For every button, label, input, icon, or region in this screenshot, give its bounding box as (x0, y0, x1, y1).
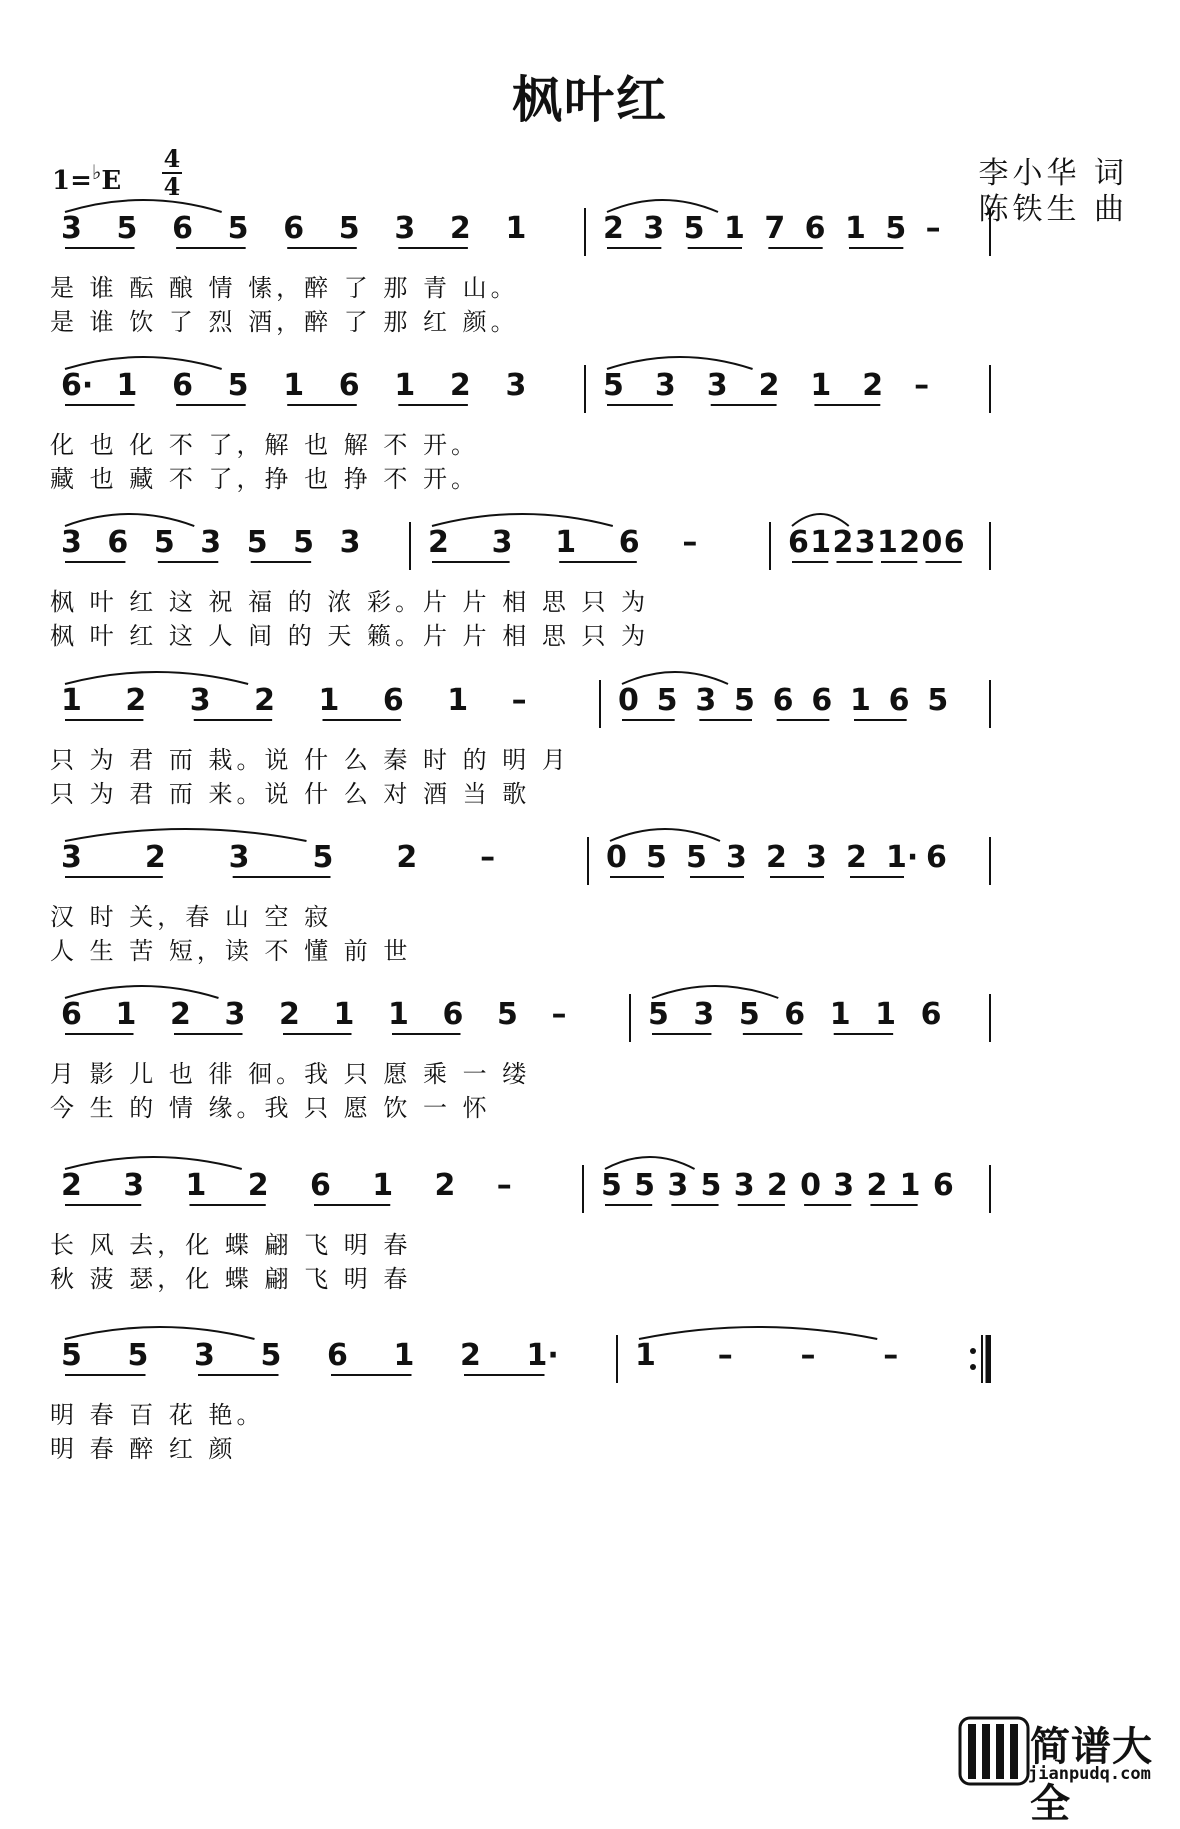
note: 1 (810, 525, 832, 560)
note: 6 (618, 525, 640, 560)
note: 6 (811, 683, 833, 718)
note: 3 (654, 368, 676, 403)
note: 2 (449, 368, 471, 403)
slur-arc (65, 1157, 242, 1169)
key-signature: 1=♭E (52, 160, 122, 196)
lyric-line: 月 影 儿 也 徘 徊。我 只 愿 乘 一 缕 (50, 1060, 531, 1088)
note: 3 (189, 683, 211, 718)
note: 1 (372, 1168, 394, 1203)
lyric-line: 明 春 醉 红 颜 (50, 1435, 237, 1463)
note: 3 (61, 211, 82, 246)
note: 2 (832, 525, 854, 560)
note: 1 (116, 368, 138, 403)
note: – (551, 997, 567, 1032)
note: 5 (656, 683, 678, 718)
note: 3 (194, 1338, 215, 1373)
lyric-line: 今 生 的 情 缘。我 只 愿 饮 一 怀 (50, 1094, 491, 1122)
note: 2 (766, 840, 787, 875)
note: 2 (766, 1168, 788, 1203)
note: 3 (733, 1168, 755, 1203)
note: 1 (283, 368, 305, 403)
lyricist-credit: 李小华 词 (978, 156, 1128, 191)
note: 2 (254, 683, 275, 718)
lyric-line: 是 谁 酝 酿 情 愫，醉 了 那 青 山。 (50, 274, 519, 302)
note: 6 (784, 997, 806, 1032)
note: 5 (127, 1338, 149, 1373)
note: 1· (886, 840, 919, 875)
note: – (914, 368, 930, 403)
note: 6· (61, 368, 94, 403)
note: 3 (339, 525, 361, 560)
note: 6 (920, 997, 942, 1032)
note: 2 (428, 525, 449, 560)
note: – (883, 1338, 899, 1373)
note: 1 (877, 525, 898, 560)
note: 2 (603, 211, 624, 246)
note: – (496, 1168, 512, 1203)
note: 3 (123, 1168, 145, 1203)
note: 2 (434, 1168, 456, 1203)
lyric-line: 是 谁 饮 了 烈 酒，醉 了 那 红 颜。 (50, 308, 519, 336)
note: 1 (394, 368, 416, 403)
note: 5 (603, 368, 624, 403)
logo-name: 简谱大全 (1030, 1724, 1153, 1827)
note: 5 (738, 997, 760, 1032)
note: 3 (394, 211, 416, 246)
note: 1 (635, 1338, 656, 1373)
lyric-line: 秋 菠 瑟，化 蝶 翩 飞 明 春 (50, 1265, 412, 1293)
note: 6 (788, 525, 809, 560)
slur-arc (65, 514, 194, 526)
repeat-dot (970, 1348, 976, 1354)
note: 1 (850, 683, 871, 718)
lyric-line: 化 也 化 不 了，解 也 解 不 开。 (50, 431, 480, 459)
note: 3 (667, 1168, 689, 1203)
note: 6 (172, 368, 193, 403)
note: 5 (601, 1168, 622, 1203)
note: 2 (396, 840, 418, 875)
note: 1 (899, 1168, 921, 1203)
note: 3 (693, 997, 715, 1032)
note: 2 (247, 1168, 269, 1203)
note: 7 (764, 211, 786, 246)
note: – (682, 525, 698, 560)
note: 3 (726, 840, 747, 875)
note: 3 (706, 368, 728, 403)
note: 1 (829, 997, 851, 1032)
note: 3 (695, 683, 717, 718)
note: 1 (724, 211, 745, 246)
note: 5 (885, 211, 907, 246)
time-signature-bottom: 4 (163, 172, 181, 201)
note: – (717, 1338, 733, 1373)
slur-arc (639, 1327, 877, 1339)
note: 5 (927, 683, 949, 718)
lyric-line: 明 春 百 花 艳。 (50, 1401, 265, 1429)
slur-arc (65, 200, 222, 212)
slur-arc (65, 829, 307, 841)
note: 2 (61, 1168, 82, 1203)
time-signature-top: 4 (163, 144, 181, 173)
note: 2 (846, 840, 867, 875)
slur-arc (65, 672, 248, 684)
note: 5 (686, 840, 707, 875)
lyric-line: 只 为 君 而 来。说 什 么 对 酒 当 歌 (50, 780, 531, 808)
note: 3 (228, 840, 250, 875)
song-title: 枫叶红 (512, 71, 668, 129)
note: 1 (810, 368, 832, 403)
note: 2 (899, 525, 921, 560)
note: 3 (833, 1168, 855, 1203)
note: 5 (646, 840, 667, 875)
note: 0 (921, 525, 943, 560)
note: 6 (943, 525, 965, 560)
logo-url: jianpudq.com (1028, 1764, 1151, 1784)
note: 1 (555, 525, 577, 560)
note: 1 (388, 997, 409, 1032)
note: 6 (932, 1168, 954, 1203)
note: 5 (648, 997, 669, 1032)
lyric-line: 枫 叶 红 这 人 间 的 天 籁。片 片 相 思 只 为 (50, 622, 650, 650)
note: 3 (200, 525, 222, 560)
note: 5 (312, 840, 334, 875)
slur-arc (65, 986, 219, 998)
slur-arc (432, 514, 613, 526)
note: 6 (926, 840, 947, 875)
lyric-line: 只 为 君 而 栽。说 什 么 秦 时 的 明 月 (50, 746, 570, 774)
note: 2 (866, 1168, 888, 1203)
note: 5 (634, 1168, 656, 1203)
note: 6 (888, 683, 910, 718)
note: 1 (115, 997, 137, 1032)
note: 1 (505, 211, 527, 246)
note: 5 (227, 368, 249, 403)
note: 6 (772, 683, 794, 718)
note: 1 (393, 1338, 415, 1373)
flat-sign: ♭ (91, 160, 102, 184)
note: 5 (683, 211, 705, 246)
lyric-line: 人 生 苦 短，读 不 懂 前 世 (50, 937, 412, 965)
repeat-dot (970, 1364, 976, 1370)
note: 6 (338, 368, 360, 403)
note: 1 (333, 997, 355, 1032)
note: 3 (505, 368, 527, 403)
note: 6 (382, 683, 404, 718)
note: 5 (260, 1338, 282, 1373)
note: 2 (449, 211, 471, 246)
note: 1 (61, 683, 82, 718)
note: 0 (618, 683, 639, 718)
note: – (511, 683, 527, 718)
note: 1 (185, 1168, 207, 1203)
note: 2 (144, 840, 166, 875)
note: 6 (61, 997, 82, 1032)
note: 3 (854, 525, 876, 560)
note: 2 (279, 997, 300, 1032)
note: 3 (61, 840, 82, 875)
note: 5 (293, 525, 315, 560)
note: – (925, 211, 941, 246)
note: 5 (338, 211, 360, 246)
note: 1 (318, 683, 340, 718)
note: – (800, 1338, 816, 1373)
note: – (480, 840, 496, 875)
composer-credit: 陈铁生 曲 (978, 192, 1128, 227)
note: 6 (310, 1168, 331, 1203)
note: 6 (172, 211, 193, 246)
note: 6 (327, 1338, 348, 1373)
note: 1· (526, 1338, 559, 1373)
note: 3 (61, 525, 82, 560)
note: 2 (862, 368, 884, 403)
note: 2 (460, 1338, 481, 1373)
lyric-line: 汉 时 关，春 山 空 寂 (50, 903, 333, 931)
note: 2 (758, 368, 780, 403)
note: 5 (734, 683, 755, 718)
note: 3 (224, 997, 246, 1032)
note: 1 (447, 683, 469, 718)
note: 5 (227, 211, 249, 246)
note: 5 (700, 1168, 722, 1203)
note: 5 (246, 525, 268, 560)
note: 2 (125, 683, 147, 718)
note: 5 (153, 525, 175, 560)
note: 3 (806, 840, 827, 875)
note: 3 (491, 525, 513, 560)
note: 5 (497, 997, 518, 1032)
lyric-line: 藏 也 藏 不 了，挣 也 挣 不 开。 (50, 465, 480, 493)
note: 6 (442, 997, 464, 1032)
note: 5 (61, 1338, 82, 1373)
slur-arc (65, 1327, 255, 1339)
note: 5 (116, 211, 138, 246)
slur-arc (607, 357, 753, 369)
note: 2 (170, 997, 191, 1032)
note: 6 (804, 211, 826, 246)
note: 1 (845, 211, 866, 246)
note: 0 (606, 840, 627, 875)
lyric-line: 枫 叶 红 这 祝 福 的 浓 彩。片 片 相 思 只 为 (50, 588, 650, 616)
note: 0 (800, 1168, 821, 1203)
note: 6 (283, 211, 305, 246)
note: 1 (875, 997, 897, 1032)
note: 6 (107, 525, 129, 560)
note: 3 (643, 211, 665, 246)
lyric-line: 长 风 去，化 蝶 翩 飞 明 春 (50, 1231, 412, 1259)
